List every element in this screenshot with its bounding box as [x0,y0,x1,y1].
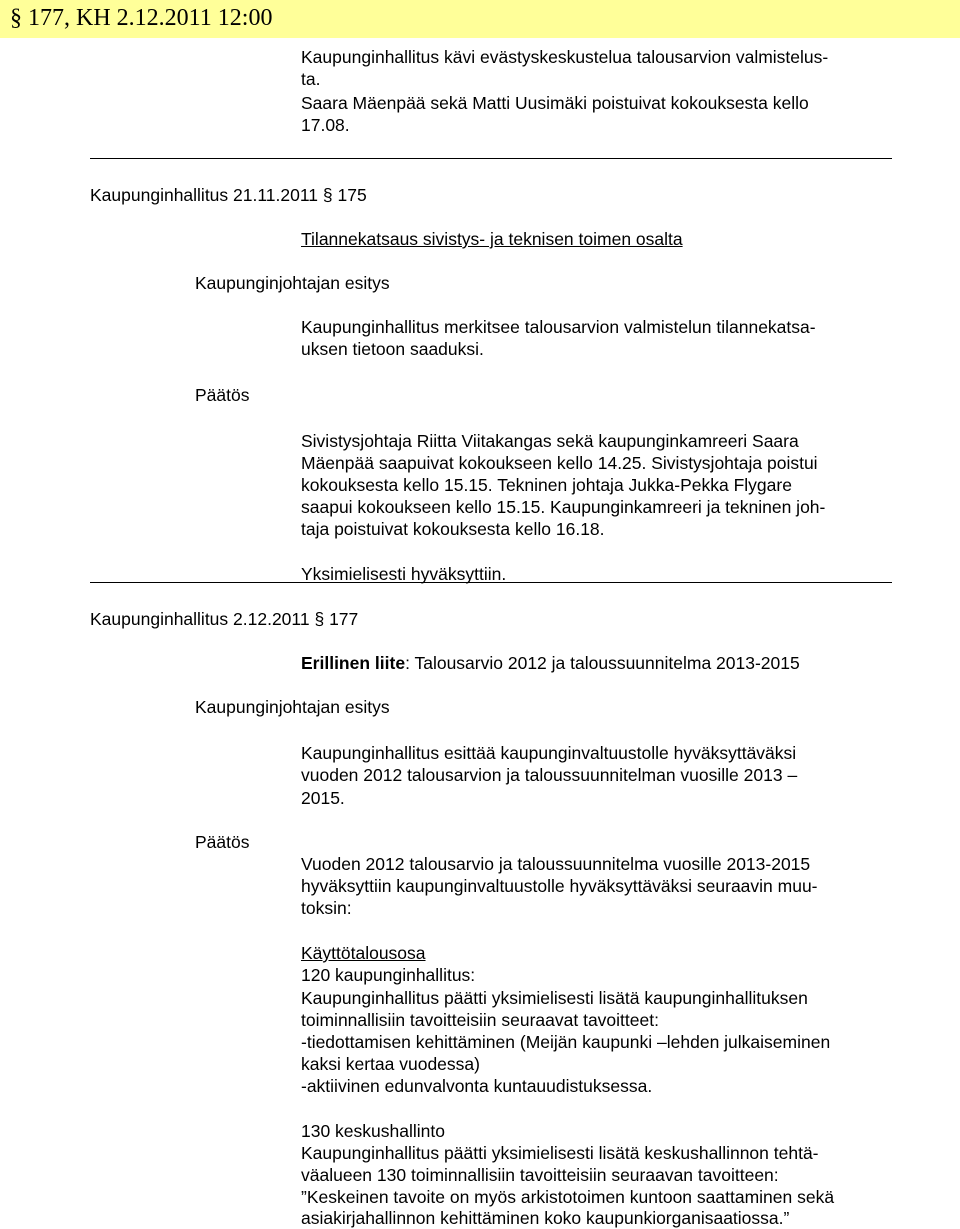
kh175-decision-line-1: Sivistysjohtaja Riitta Viitakangas sekä kaupunginkamreeri Saara [301,431,799,451]
kh177-decision-line-2: hyväksyttiin kaupunginvaltuustolle hyväksyttäväksi seuraavin muu- [301,876,818,896]
divider [90,582,892,583]
block120-line-2: Kaupunginhallitus päätti yksimielisesti lisätä kaupunginhallituksen [301,988,808,1008]
kh175-decision-line-5: taja poistuivat kokouksesta kello 16.18. [301,519,605,539]
intro-line-2: ta. [301,69,321,89]
intro-line-3: Saara Mäenpää sekä Matti Uusimäki poistuivat kokouksesta kello [301,93,809,113]
kh177-proposal-line-3: 2015. [301,788,345,808]
kh177-attachment-label: Erillinen liite [301,653,406,673]
kh175-header-prefix: Kaupunginhallitus 21.11.2011 [90,185,319,205]
kh177-proposal-line-1: Kaupunginhallitus esittää kaupunginvaltuustolle hyväksyttäväksi [301,743,797,763]
kh175-decision-line-2: Mäenpää saapuivat kokoukseen kello 14.25. Sivistysjohtaja poistui [301,453,818,473]
block130-line-1: 130 keskushallinto [301,1121,445,1141]
kh175-proposal-line-2: uksen tietoon saaduksi. [301,339,484,359]
intro-line-4: 17.08. [301,115,350,135]
section-sign-icon: § [322,185,333,205]
kh177-proposal-line-2: vuoden 2012 talousarvion ja taloussuunnitelman vuosille 2013 – [301,765,798,785]
section-heading-bar [0,0,960,38]
kh177-proposal-label: Kaupunginjohtajan esitys [195,697,390,717]
operating-budget-heading: Käyttötalousosa [301,943,426,963]
block120-line-6: -aktiivinen edunvalvonta kuntauudistuksessa. [301,1076,653,1096]
kh175-approved: Yksimielisesti hyväksyttiin. [301,564,507,584]
kh175-decision-line-4: saapui kokoukseen kello 15.15. Kaupunginkamreeri ja tekninen joh- [301,497,826,517]
block120-line-3: toiminnallisiin tavoitteisiin seuraavat tavoitteet: [301,1010,659,1030]
intro-line-1: Kaupunginhallitus kävi evästyskeskustelua talousarvion valmistelus- [301,47,829,67]
block130-line-4: ”Keskeinen tavoite on myös arkistotoimen kuntoon saattaminen sekä [301,1187,835,1207]
block130-line-3: väalueen 130 toiminnallisiin tavoitteisiin seuraavan tavoitteen: [301,1165,779,1185]
section-heading: § 177, KH 2.12.2011 12:00 [10,5,273,31]
kh175-proposal-line-1: Kaupunginhallitus merkitsee talousarvion valmistelun tilannekatsa- [301,317,816,337]
kh177-header [90,608,358,630]
kh177-attachment-text: : Talousarvio 2012 ja taloussuunnitelma 2013-2015 [405,653,800,673]
kh175-subject: Tilannekatsaus sivistys- ja teknisen toimen osalta [301,229,683,249]
block120-line-4: -tiedottamisen kehittäminen (Meijän kaupunki –lehden julkaiseminen [301,1032,831,1052]
kh177-header-prefix: Kaupunginhallitus 2.12.2011 [90,609,310,629]
kh177-number: 177 [329,609,359,629]
kh177-decision-line-3: toksin: [301,898,352,918]
kh177-decision-label: Päätös [195,832,250,852]
section-sign-icon: § [314,609,325,629]
kh175-decision-line-3: kokouksesta kello 15.15. Tekninen johtaja Jukka-Pekka Flygare [301,475,792,495]
kh175-decision-label: Päätös [195,385,250,405]
kh175-proposal-label: Kaupunginjohtajan esitys [195,273,390,293]
divider [90,158,892,159]
block130-line-5: asiakirjahallinnon kehittäminen koko kaupunkiorganisaatiossa.” [301,1208,790,1228]
block120-line-1: 120 kaupunginhallitus: [301,965,476,985]
kh177-decision-line-1: Vuoden 2012 talousarvio ja taloussuunnitelma vuosille 2013-2015 [301,854,811,874]
block120-line-5: kaksi kertaa vuodessa) [301,1054,480,1074]
kh175-header [90,184,367,206]
kh177-attachment [301,652,800,674]
block130-line-2: Kaupunginhallitus päätti yksimielisesti lisätä keskushallinnon tehtä- [301,1143,819,1163]
kh175-number: 175 [337,185,367,205]
